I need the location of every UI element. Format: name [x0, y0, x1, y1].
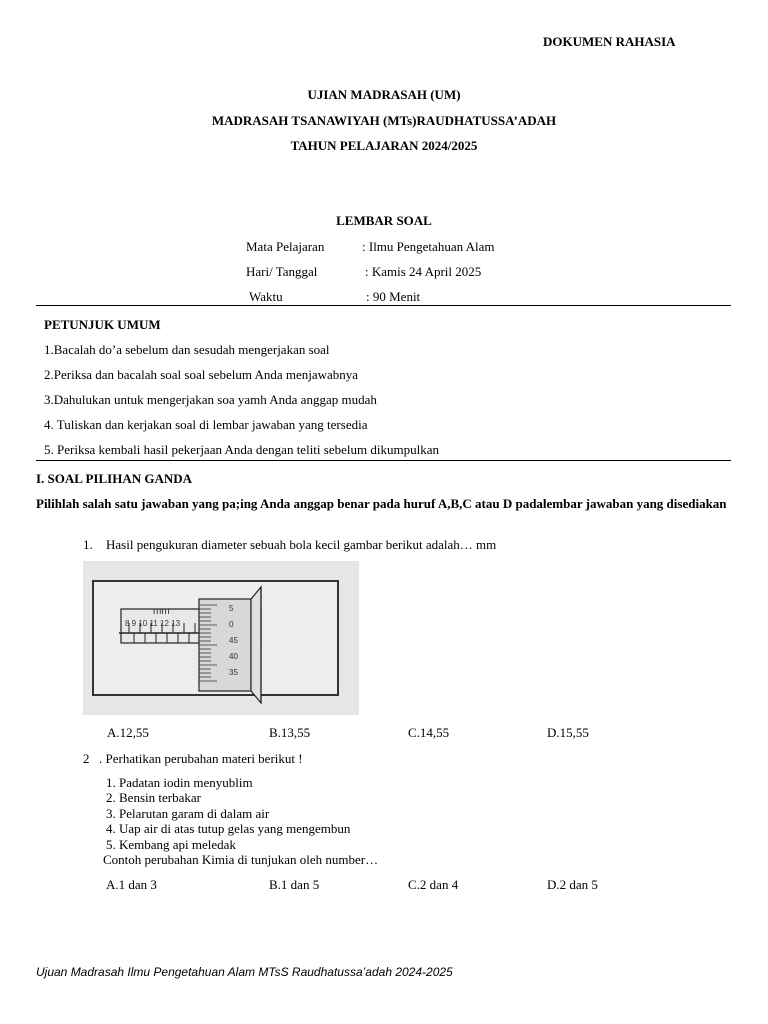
instruction-item: 4. Tuliskan dan kerjakan soal di lembar jawaban yang tersedia [44, 417, 368, 432]
question-number: 1. [83, 537, 93, 552]
page-footer: Ujuan Madrasah Ilmu Pengetahuan Alam MTsS Raudhatussa’adah 2024-2025 [36, 965, 453, 979]
answer-option-a: A.1 dan 3 [106, 877, 157, 892]
figure-unit-label: mm [153, 606, 170, 617]
confidential-label: DOKUMEN RAHASIA [543, 34, 676, 49]
figure-sleeve-scale: 8 9 10 11 12 13 [125, 619, 181, 628]
figure-thimble-mark: 40 [229, 652, 238, 661]
answer-option-d: D.2 dan 5 [547, 877, 598, 892]
figure-thimble-mark: 0 [229, 620, 234, 629]
micrometer-drawing [83, 561, 359, 715]
info-label-time: Waktu [249, 289, 283, 304]
instructions-heading: PETUNJUK UMUM [44, 317, 161, 332]
instruction-item: 2.Periksa dan bacalah soal soal sebelum Anda menjawabnya [44, 367, 359, 382]
list-item: 1. Padatan iodin menyublim [106, 775, 253, 790]
answer-option-c: C.14,55 [408, 725, 450, 740]
divider-top [36, 305, 731, 306]
question-prompt: Contoh perubahan Kimia di tunjukan oleh number… [103, 852, 379, 867]
info-value-subject: : Ilmu Pengetahuan Alam [362, 239, 495, 254]
figure-thimble-mark: 45 [229, 636, 238, 645]
info-label-date: Hari/ Tanggal [246, 264, 318, 279]
section-directive: Pilihlah salah satu jawaban yang pa;ing Anda anggap benar pada huruf A,B,C atau D padalembar jawaban yang disediakan [36, 496, 727, 511]
micrometer-figure [83, 561, 359, 715]
question-text: Hasil pengukuran diameter sebuah bola kecil gambar berikut adalah… mm [106, 537, 497, 552]
exam-title: UJIAN MADRASAH (UM) [307, 87, 461, 102]
info-label-subject: Mata Pelajaran [246, 239, 325, 254]
figure-thimble-mark: 5 [229, 604, 234, 613]
list-item: 5. Kembang api meledak [106, 837, 236, 852]
instruction-item: 1.Bacalah do’a sebelum dan sesudah mengerjakan soal [44, 342, 330, 357]
question-text: . Perhatikan perubahan materi berikut ! [99, 751, 303, 766]
section-heading: I. SOAL PILIHAN GANDA [36, 471, 193, 486]
answer-option-b: B.13,55 [269, 725, 311, 740]
answer-option-b: B.1 dan 5 [269, 877, 320, 892]
instruction-item: 5. Periksa kembali hasil pekerjaan Anda dengan teliti sebelum dikumpulkan [44, 442, 439, 457]
school-name: MADRASAH TSANAWIYAH (MTs)RAUDHATUSSA’ADAH [211, 113, 557, 128]
info-value-time: : 90 Menit [366, 289, 421, 304]
answer-option-d: D.15,55 [547, 725, 589, 740]
sheet-heading: LEMBAR SOAL [336, 213, 432, 228]
figure-thimble-mark: 35 [229, 668, 238, 677]
list-item: 4. Uap air di atas tutup gelas yang mengembun [106, 821, 351, 836]
divider-bottom [36, 460, 731, 461]
list-item: 2. Bensin terbakar [106, 790, 201, 805]
academic-year: TAHUN PELAJARAN 2024/2025 [290, 138, 478, 153]
answer-option-a: A.12,55 [107, 725, 149, 740]
question-number: 2 [83, 751, 90, 766]
answer-option-c: C.2 dan 4 [408, 877, 459, 892]
instruction-item: 3.Dahulukan untuk mengerjakan soa yamh Anda anggap mudah [44, 392, 377, 407]
info-value-date: : Kamis 24 April 2025 [365, 264, 482, 279]
list-item: 3. Pelarutan garam di dalam air [106, 806, 270, 821]
